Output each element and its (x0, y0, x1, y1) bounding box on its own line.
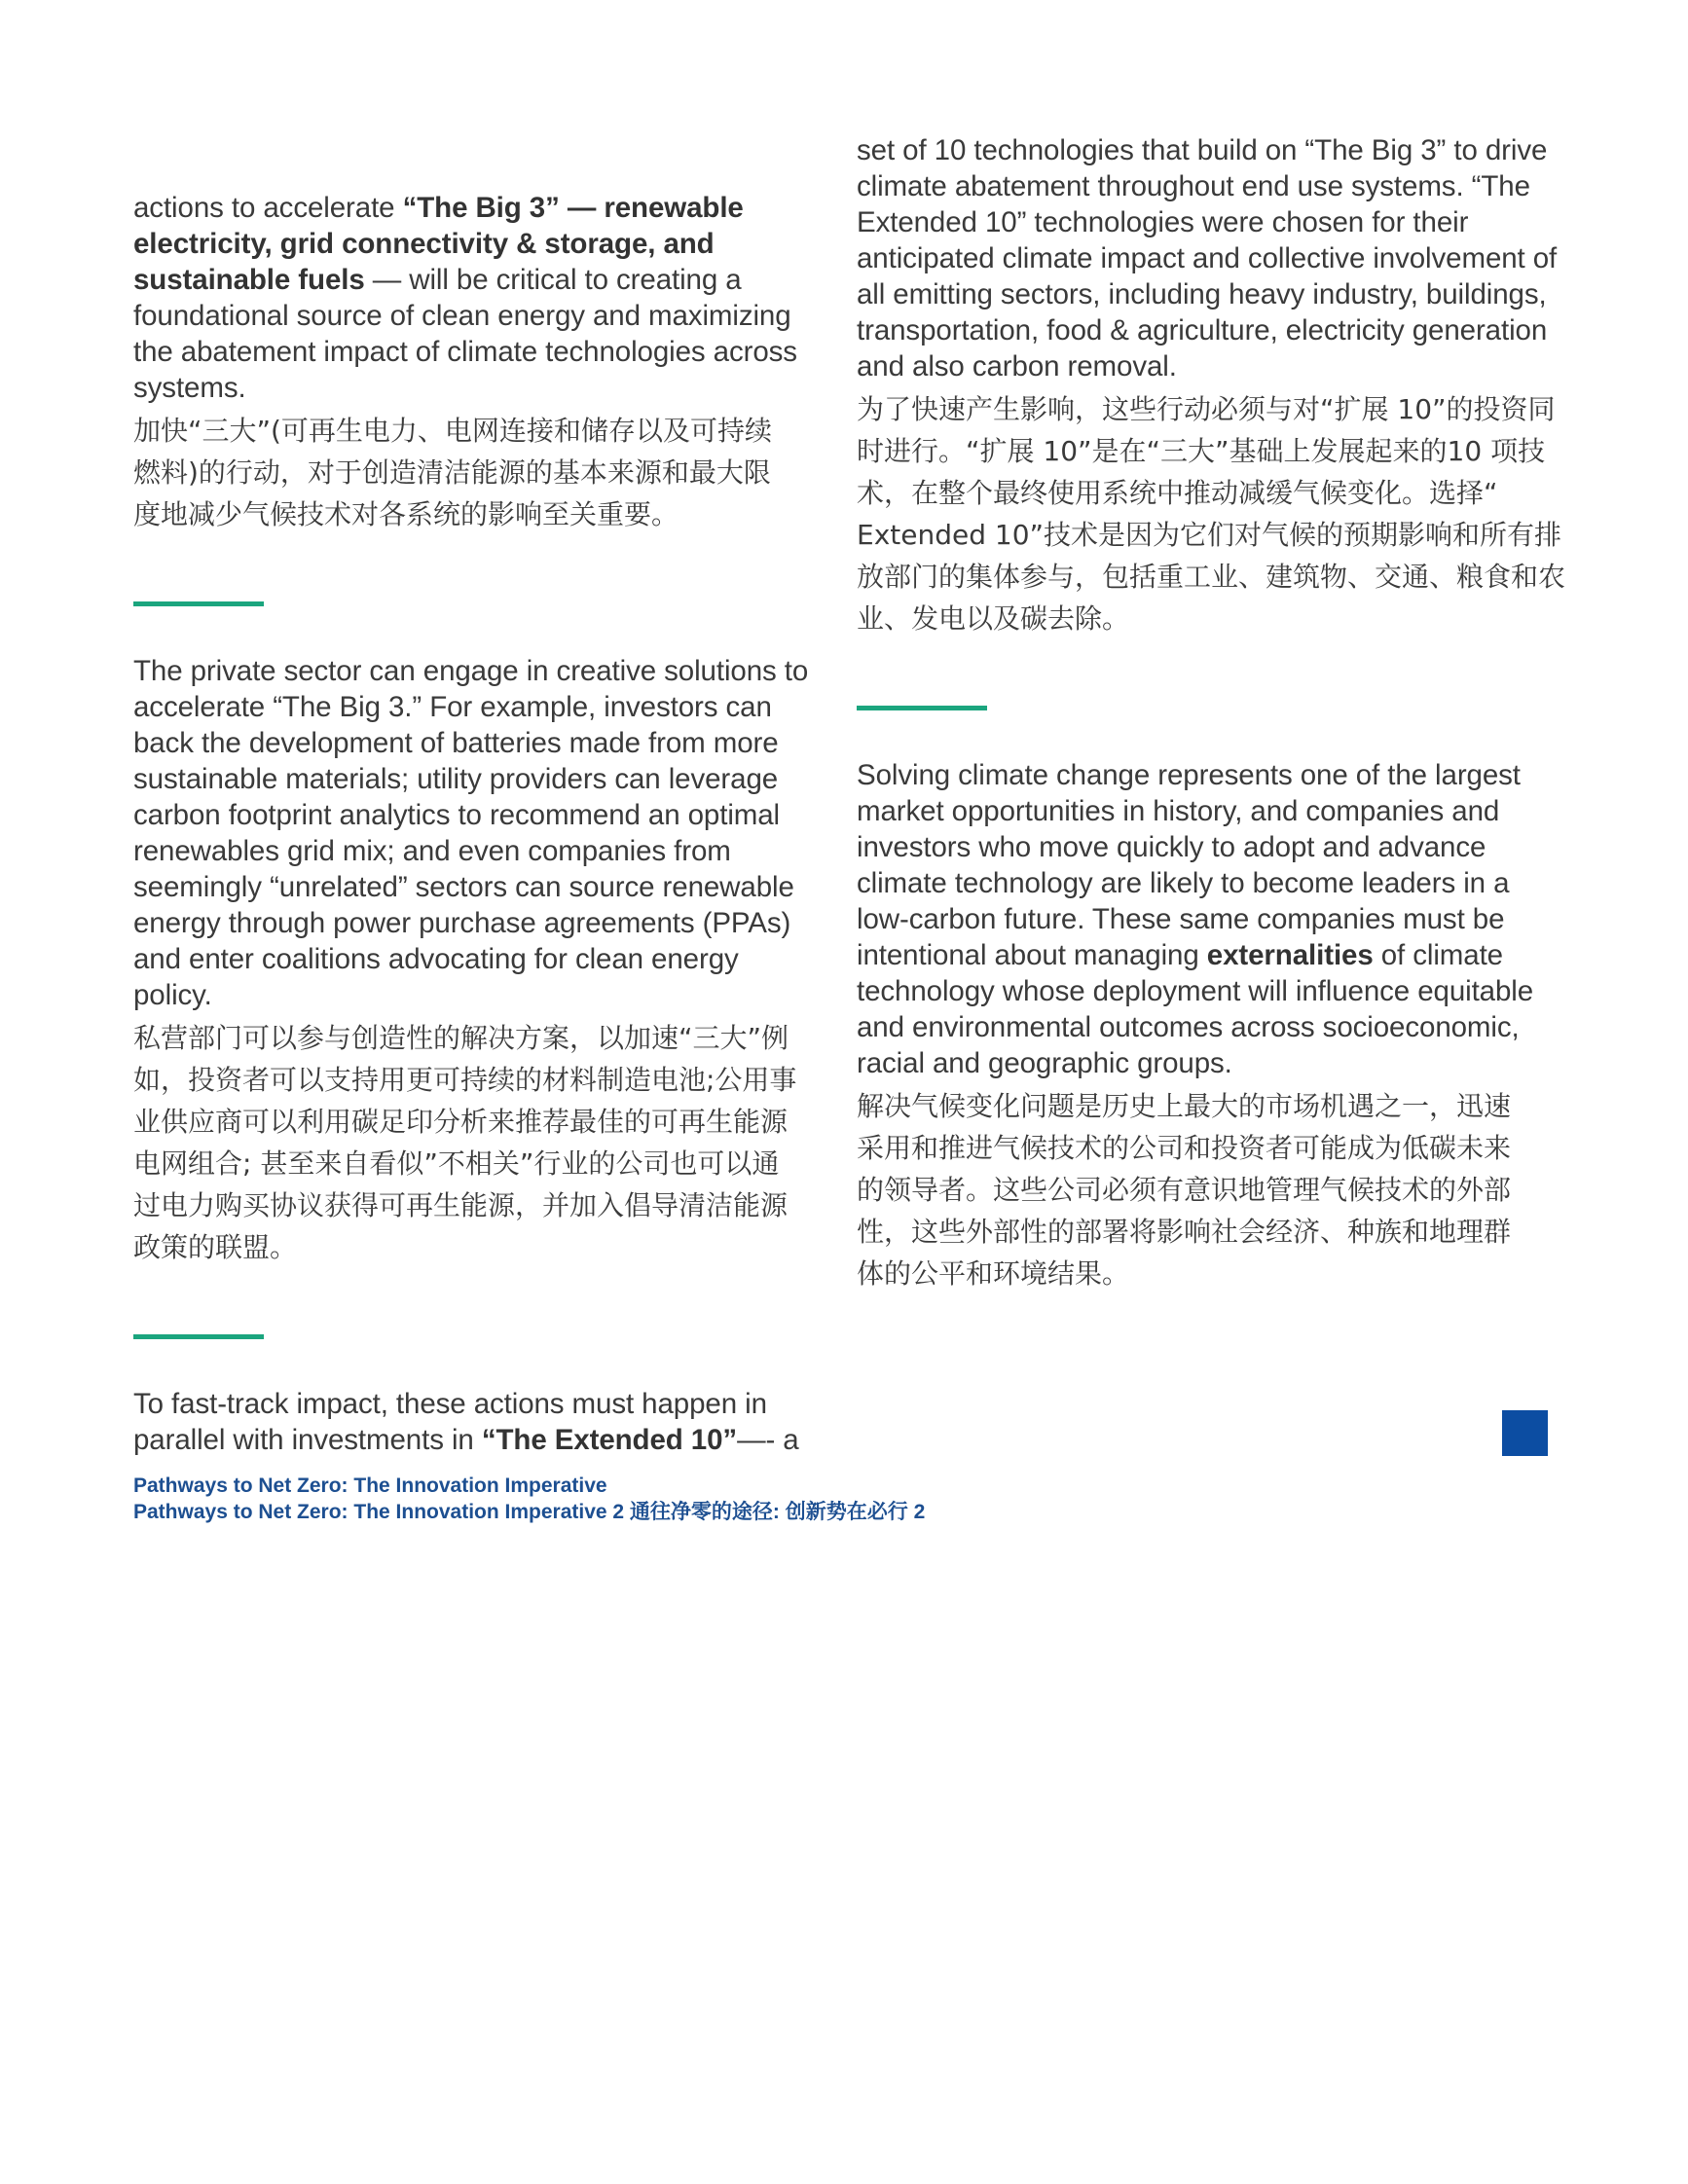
paragraph-text: To fast-track impact, these actions must happen in parallel with investments in (133, 1388, 767, 1456)
paragraph-market-opportunity (857, 757, 1538, 1081)
paragraph-text: of climate technology whose deployment will influence equitable and environmental outcomes across socioeconomic, racial and geographic groups. (857, 939, 1534, 1079)
paragraph-text: actions to accelerate (133, 192, 403, 224)
footer-title: Pathways to Net Zero: The Innovation Imperative (133, 1474, 607, 1497)
paragraph-market-opportunity-zh: 解决气候变化问题是历史上最大的市场机遇之一，迅速采用和推进气候技术的公司和投资者可能成为低碳未来的领导者。这些公司必须有意识地管理气候技术的外部性，这些外部性的部署将影响社会经济、种族和地理群体的公平和环境结果。 (857, 1090, 1512, 1290)
paragraph-text: —- a (737, 1424, 799, 1456)
paragraph-fast-track (133, 1386, 815, 1458)
section-divider (133, 1334, 264, 1339)
bold-text: “The Big 3” — renewable electricity, grid connectivity & storage, and sustainable fuels (133, 192, 744, 296)
brand-square-icon (1502, 1410, 1548, 1456)
paragraph-big3-zh: 加快“三大”(可再生电力、电网连接和储存以及可持续燃料)的行动，对于创造清洁能源的基本来源和最大限度地减少气候技术对各系统的影响至关重要。 (133, 415, 772, 530)
page-footer (133, 1473, 925, 1525)
paragraph-big3 (133, 190, 815, 406)
right-column (857, 132, 1566, 1294)
footer-page-line: Pathways to Net Zero: The Innovation Imperative 2 通往净零的途径: 创新势在必行 2 (133, 1501, 926, 1523)
paragraph-text: Solving climate change represents one of the largest market opportunities in history, and companies and investors who move quickly to adopt and advance climate technology are likely to become leaders in a low-carbon future. These same companies must be intentional about managing (857, 759, 1521, 971)
paragraph-private-sector-zh: 私营部门可以参与创造性的解决方案，以加速“三大”例如，投资者可以支持用更可持续的材料制造电池;公用事业供应商可以利用碳足印分析来推荐最佳的可再生能源电网组合; 甚至来自看似”不相关”行业的公司也可以通过电力购买协议获得可再生能源，并加入倡导清洁能源政策的联盟。 (133, 1022, 797, 1263)
bold-text: “The Extended 10” (481, 1424, 738, 1456)
left-column (133, 190, 815, 1458)
bold-text: externalities (1206, 939, 1374, 971)
paragraph-text: — will be critical to creating a foundational source of clean energy and maximizing the abatement impact of climate technologies across systems. (133, 264, 797, 404)
section-divider (133, 601, 264, 606)
section-divider (857, 706, 987, 710)
paragraph-private-sector: The private sector can engage in creative solutions to accelerate “The Big 3.” For example, investors can back the development of batteries made from more sustainable materials; utility providers can leverage carbon footprint analytics to recommend an optimal renewables grid mix; and even companies from seemingly “unrelated” sectors can source renewable energy through power purchase agreements (PPAs) and enter coalitions advocating for clean energy policy. (133, 655, 809, 1011)
paragraph-extended10: set of 10 technologies that build on “The Big 3” to drive climate abatement throughout end use systems. “The Extended 10” technologies were chosen for their anticipated climate impact and collective involvement of all emitting sectors, including heavy industry, buildings, transportation, food & agriculture, electricity generation and also carbon removal. (857, 134, 1558, 382)
paragraph-extended10-zh: 为了快速产生影响，这些行动必须与对“扩展 10”的投资同时进行。“扩展 10”是在“三大”基础上发展起来的10 项技术，在整个最终使用系统中推动减缓气候变化。选择“ Extended 10”技术是因为它们对气候的预期影响和所有排放部门的集体参与，包括重工业、建筑物、交通、粮食和农业、发电以及碳去除。 (857, 393, 1566, 635)
